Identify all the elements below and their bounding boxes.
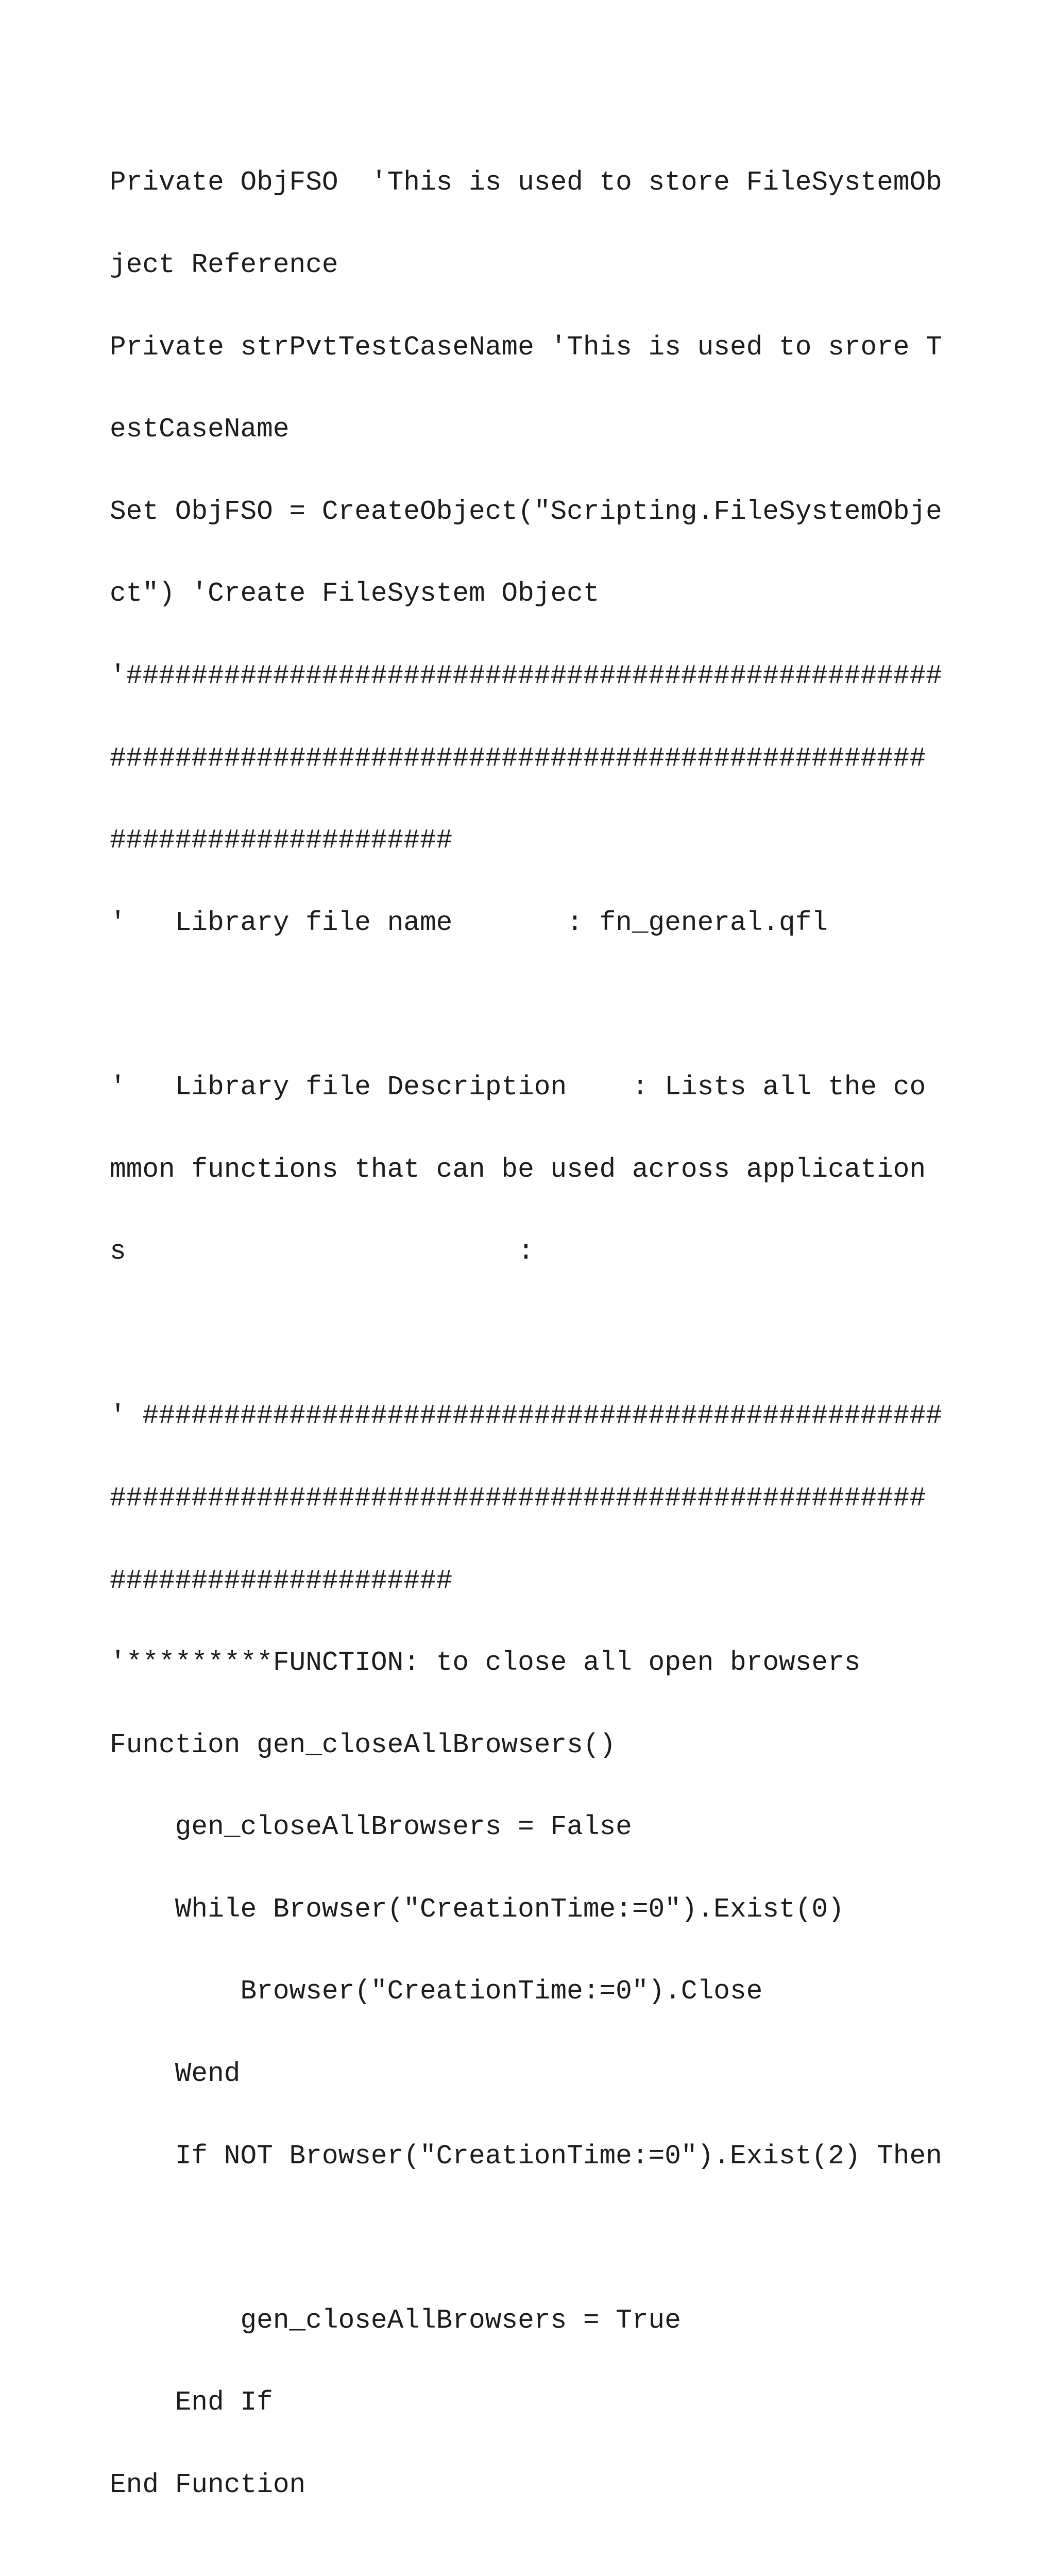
code-line: Set ObjFSO = CreateObject("Scripting.FileSystemObje — [110, 496, 942, 527]
code-line: ' Library file Description : Lists all the co — [110, 1071, 926, 1103]
code-line: ' ################################################# — [110, 1400, 942, 1432]
code-line: Private strPvtTestCaseName 'This is used to srore T — [110, 331, 942, 363]
code-line: If NOT Browser("CreationTime:=0").Exist(2) Then — [110, 2140, 942, 2172]
code-line: ################################################## — [110, 1482, 926, 1514]
code-line: Browser("CreationTime:=0").Close — [110, 1976, 763, 2007]
code-line — [110, 991, 942, 1019]
code-line — [110, 2554, 942, 2576]
code-line: Wend — [110, 2058, 241, 2090]
code-line: estCaseName — [110, 414, 290, 445]
code-line: '*********FUNCTION: to close all open browsers — [110, 1647, 861, 1679]
code-line — [110, 1320, 942, 1348]
code-line: gen_closeAllBrowsers = True — [110, 2304, 681, 2336]
code-line: gen_closeAllBrowsers = False — [110, 1811, 632, 1843]
code-line: ' Library file name : fn_general.qfl — [110, 907, 828, 938]
code-line: ################################################## — [110, 742, 926, 774]
code-listing — [110, 114, 942, 2576]
code-line: ct") 'Create FileSystem Object — [110, 578, 600, 609]
code-line: Private ObjFSO 'This is used to store FileSystemOb — [110, 167, 942, 198]
code-line — [110, 2225, 942, 2252]
code-line: End Function — [110, 2469, 306, 2501]
code-line: s : — [110, 1236, 534, 1267]
code-line: ject Reference — [110, 249, 338, 280]
code-line: ##################### — [110, 825, 453, 856]
code-line: While Browser("CreationTime:=0").Exist(0) — [110, 1893, 844, 1925]
code-line: End If — [110, 2387, 273, 2418]
code-line: '################################################## — [110, 660, 942, 691]
code-line: mmon functions that can be used across application — [110, 1154, 926, 1185]
code-line: ##################### — [110, 1565, 453, 1596]
code-line: Function gen_closeAllBrowsers() — [110, 1729, 616, 1760]
